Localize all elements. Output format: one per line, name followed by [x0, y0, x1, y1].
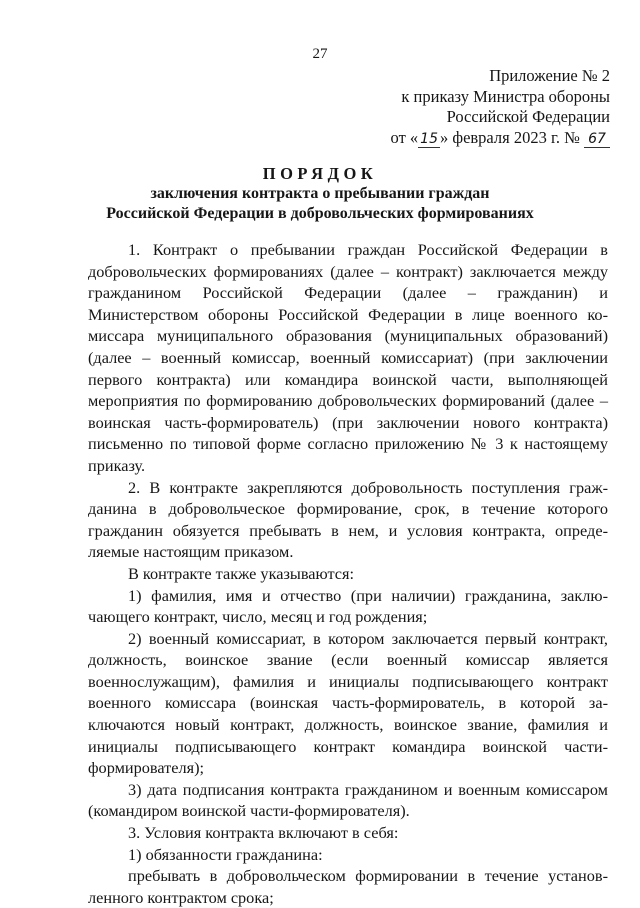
paragraph: 1. Контракт о пребывании граждан Российской Федерации в добровольческих формированиях (далее – контракт) заключается между гражданином Российской Федерации (далее – гражданин) и Министерством обороны Российской Федерации в лице военного комиссара муниципального образования (муниципальных образований) (далее – военный комиссар, военный комиссариат) (при заключении первого контракта) или командира воинской части, выполняющей мероприятия по формированию добровольческих формирований (далее – воинская часть-формирователь) (при заключении нового контракта) письменно по типовой форме согласно приложению № 3 к настоящему приказу.: [88, 240, 608, 475]
paragraph: 2) военный комиссариат, в котором заключается первый контракт, должность, воинское звание (если военный комиссар является военнослужащим), фамилия и инициалы подписывающего контракт военного комиссара (воинская часть-формирователь, в которой заключаются новый контракт, должность, воинское звание, фамилия и инициалы подписывающего контракт командира воинской части-формирователя);: [88, 628, 608, 778]
paragraph: В контракте также указываются:: [128, 563, 355, 583]
appendix-header: [330, 66, 610, 148]
handwritten-order-number: 67: [584, 132, 610, 148]
handwritten-date-day: 15: [420, 130, 438, 147]
page-number: 27: [312, 46, 328, 62]
document-title: ПОРЯДОК: [262, 164, 378, 183]
date-prefix: от «: [390, 127, 419, 147]
paragraph: пребывать в добровольческом формировании в течение установленного контрактом срока;: [88, 866, 608, 907]
date-suffix: » февраля 2023 г. №: [440, 127, 580, 147]
appendix-line-2: к приказу Министра обороны: [401, 86, 610, 106]
document-subtitle-line-2: Российской Федерации в добровольческих формированиях: [106, 205, 534, 222]
document-body: [88, 239, 608, 908]
paragraph: 3. Условия контракта включают в себя:: [128, 823, 399, 843]
appendix-line-1: Приложение № 2: [489, 66, 610, 85]
appendix-line-3: Российской Федерации: [446, 107, 610, 126]
paragraph: 1) фамилия, имя и отчество (при наличии) гражданина, заключающего контракт, число, месяц и год рождения;: [88, 585, 608, 627]
title-block: [40, 163, 600, 224]
appendix-date-line: [330, 128, 610, 149]
paragraph: 3) дата подписания контракта гражданином и военным комиссаром (командиром воинской части-формирователя).: [88, 779, 608, 821]
paragraph: 1) обязанности гражданина:: [128, 844, 323, 864]
paragraph: 2. В контракте закрепляются добровольность поступления гражданина в добровольческое формирование, срок, в течение которого гражданин обязуется пребывать в нем, и условия контракта, определяемые настоящим приказом.: [88, 477, 608, 562]
document-subtitle-line-1: заключения контракта о пребывании граждан: [150, 185, 490, 202]
